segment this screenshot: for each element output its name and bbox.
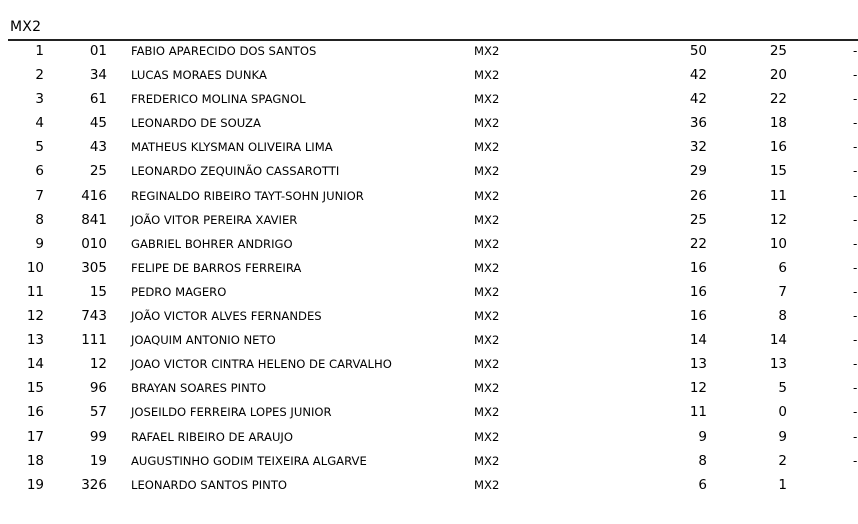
- row-value: 0: [778, 404, 787, 421]
- row-points: 8: [698, 452, 707, 469]
- row-trailing-mark: -: [853, 212, 858, 227]
- row-rider-name: JOAO VICTOR CINTRA HELENO DE CARVALHO: [131, 357, 392, 372]
- row-category: MX2: [474, 284, 500, 299]
- row-rider-name: JOÃO VITOR PEREIRA XAVIER: [131, 212, 298, 227]
- row-value: 15: [769, 163, 787, 180]
- row-position: 1: [35, 43, 44, 59]
- row-trailing-mark: -: [853, 429, 858, 444]
- row-value: 2: [778, 452, 787, 469]
- row-value: 13: [769, 356, 787, 373]
- row-category: MX2: [474, 357, 500, 372]
- table-row: [0, 426, 858, 450]
- row-position: 4: [35, 115, 44, 132]
- row-position: 13: [26, 332, 44, 349]
- table-row: [0, 185, 858, 209]
- table-row: [0, 281, 858, 305]
- table-row: [0, 209, 858, 233]
- row-value: 1: [778, 476, 787, 493]
- row-value: 22: [769, 91, 787, 108]
- row-points: 42: [689, 91, 707, 108]
- row-rider-name: LEONARDO ZEQUINÃO CASSAROTTI: [131, 164, 340, 179]
- row-trailing-mark: -: [853, 116, 858, 131]
- table-row: [0, 136, 858, 160]
- row-points: 26: [689, 187, 707, 204]
- row-position: 19: [26, 476, 44, 493]
- row-position: 2: [35, 67, 44, 84]
- table-row: [0, 40, 858, 64]
- category-title: MX2: [10, 19, 42, 35]
- row-trailing-mark: -: [853, 284, 858, 299]
- row-category: MX2: [474, 188, 500, 203]
- row-category: MX2: [474, 164, 500, 179]
- row-rider-number: 326: [81, 476, 107, 493]
- row-points: 11: [689, 404, 707, 421]
- row-trailing-mark: -: [853, 92, 858, 107]
- row-trailing-mark: -: [853, 333, 858, 348]
- table-row: [0, 257, 858, 281]
- row-rider-number: 96: [89, 380, 107, 397]
- row-trailing-mark: -: [853, 405, 858, 420]
- row-value: 6: [778, 259, 787, 276]
- row-points: 16: [689, 283, 707, 300]
- row-position: 6: [35, 163, 44, 180]
- row-rider-number: 61: [89, 91, 107, 108]
- row-rider-number: 416: [81, 187, 107, 204]
- row-category: MX2: [474, 116, 500, 131]
- row-position: 14: [26, 356, 44, 373]
- row-rider-number: 743: [81, 308, 107, 325]
- row-rider-name: PEDRO MAGERO: [131, 284, 227, 299]
- table-row: [0, 353, 858, 377]
- row-points: 6: [698, 476, 707, 493]
- row-category: MX2: [474, 429, 500, 444]
- row-trailing-mark: -: [853, 357, 858, 372]
- row-rider-name: AUGUSTINHO GODIM TEIXEIRA ALGARVE: [131, 453, 367, 468]
- row-category: MX2: [474, 405, 500, 420]
- row-trailing-mark: -: [853, 140, 858, 155]
- row-points: 42: [689, 67, 707, 84]
- row-points: 22: [689, 235, 707, 252]
- table-row: [0, 112, 858, 136]
- row-rider-number: 34: [89, 67, 107, 84]
- row-category: MX2: [474, 477, 500, 492]
- row-rider-number: 12: [89, 356, 107, 373]
- row-trailing-mark: -: [853, 164, 858, 179]
- row-category: MX2: [474, 92, 500, 107]
- row-rider-number: 57: [89, 404, 107, 421]
- table-row: [0, 329, 858, 353]
- row-category: MX2: [474, 309, 500, 324]
- row-rider-number: 19: [89, 452, 107, 469]
- row-points: 50: [689, 43, 707, 59]
- row-rider-name: LUCAS MORAES DUNKA: [131, 68, 267, 83]
- table-row: [0, 377, 858, 401]
- row-rider-name: JOAQUIM ANTONIO NETO: [131, 333, 276, 348]
- row-value: 9: [778, 428, 787, 445]
- row-points: 14: [689, 332, 707, 349]
- row-category: MX2: [474, 140, 500, 155]
- row-category: MX2: [474, 260, 500, 275]
- row-category: MX2: [474, 236, 500, 251]
- row-value: 14: [769, 332, 787, 349]
- table-row: [0, 64, 858, 88]
- row-position: 7: [35, 187, 44, 204]
- row-rider-name: GABRIEL BOHRER ANDRIGO: [131, 236, 293, 251]
- row-rider-number: 111: [81, 332, 107, 349]
- row-value: 20: [769, 67, 787, 84]
- row-trailing-mark: -: [853, 453, 858, 468]
- table-row: [0, 160, 858, 184]
- row-rider-number: 841: [81, 211, 107, 228]
- row-rider-number: 25: [89, 163, 107, 180]
- row-points: 16: [689, 259, 707, 276]
- row-category: MX2: [474, 212, 500, 227]
- row-rider-name: LEONARDO DE SOUZA: [131, 116, 261, 131]
- row-trailing-mark: -: [853, 188, 858, 203]
- row-position: 5: [35, 139, 44, 156]
- row-rider-number: 45: [89, 115, 107, 132]
- row-rider-name: REGINALDO RIBEIRO TAYT-SOHN JUNIOR: [131, 188, 364, 203]
- row-position: 3: [35, 91, 44, 108]
- row-value: 7: [778, 283, 787, 300]
- row-trailing-mark: -: [853, 260, 858, 275]
- row-position: 17: [26, 428, 44, 445]
- row-trailing-mark: -: [853, 381, 858, 396]
- row-rider-name: FREDERICO MOLINA SPAGNOL: [131, 92, 306, 107]
- row-category: MX2: [474, 333, 500, 348]
- row-rider-name: BRAYAN SOARES PINTO: [131, 381, 266, 396]
- row-rider-name: FABIO APARECIDO DOS SANTOS: [131, 44, 317, 58]
- row-value: 8: [778, 308, 787, 325]
- row-trailing-mark: -: [853, 236, 858, 251]
- row-trailing-mark: -: [853, 44, 858, 58]
- row-rider-number: 305: [81, 259, 107, 276]
- table-row: [0, 401, 858, 425]
- row-position: 18: [26, 452, 44, 469]
- row-value: 16: [769, 139, 787, 156]
- row-position: 8: [35, 211, 44, 228]
- row-rider-number: 01: [89, 43, 107, 59]
- row-points: 9: [698, 428, 707, 445]
- row-trailing-mark: -: [853, 309, 858, 324]
- table-row: [0, 474, 858, 498]
- row-points: 16: [689, 308, 707, 325]
- row-rider-number: 15: [89, 283, 107, 300]
- row-position: 15: [26, 380, 44, 397]
- results-table: [0, 40, 858, 498]
- row-rider-name: FELIPE DE BARROS FERREIRA: [131, 260, 302, 275]
- row-points: 13: [689, 356, 707, 373]
- table-row: [0, 305, 858, 329]
- row-points: 36: [689, 115, 707, 132]
- row-category: MX2: [474, 453, 500, 468]
- row-category: MX2: [474, 68, 500, 83]
- row-category: MX2: [474, 381, 500, 396]
- row-value: 11: [769, 187, 787, 204]
- row-rider-name: JOSEILDO FERREIRA LOPES JUNIOR: [131, 405, 332, 420]
- row-position: 11: [26, 283, 44, 300]
- row-trailing-mark: -: [853, 68, 858, 83]
- row-rider-name: MATHEUS KLYSMAN OLIVEIRA LIMA: [131, 140, 333, 155]
- row-value: 18: [769, 115, 787, 132]
- row-rider-name: RAFAEL RIBEIRO DE ARAUJO: [131, 429, 293, 444]
- table-row: [0, 233, 858, 257]
- table-row: [0, 88, 858, 112]
- row-value: 12: [769, 211, 787, 228]
- table-row: [0, 450, 858, 474]
- row-value: 5: [778, 380, 787, 397]
- row-points: 12: [689, 380, 707, 397]
- row-category: MX2: [474, 44, 500, 58]
- row-points: 29: [689, 163, 707, 180]
- row-points: 25: [689, 211, 707, 228]
- row-value: 25: [769, 43, 787, 59]
- row-rider-number: 010: [81, 235, 107, 252]
- row-rider-name: LEONARDO SANTOS PINTO: [131, 477, 288, 492]
- row-rider-number: 99: [89, 428, 107, 445]
- row-position: 12: [26, 308, 44, 325]
- row-position: 16: [26, 404, 44, 421]
- row-position: 9: [35, 235, 44, 252]
- row-rider-number: 43: [89, 139, 107, 156]
- row-position: 10: [26, 259, 44, 276]
- row-value: 10: [769, 235, 787, 252]
- row-points: 32: [689, 139, 707, 156]
- row-rider-name: JOÃO VICTOR ALVES FERNANDES: [131, 309, 322, 324]
